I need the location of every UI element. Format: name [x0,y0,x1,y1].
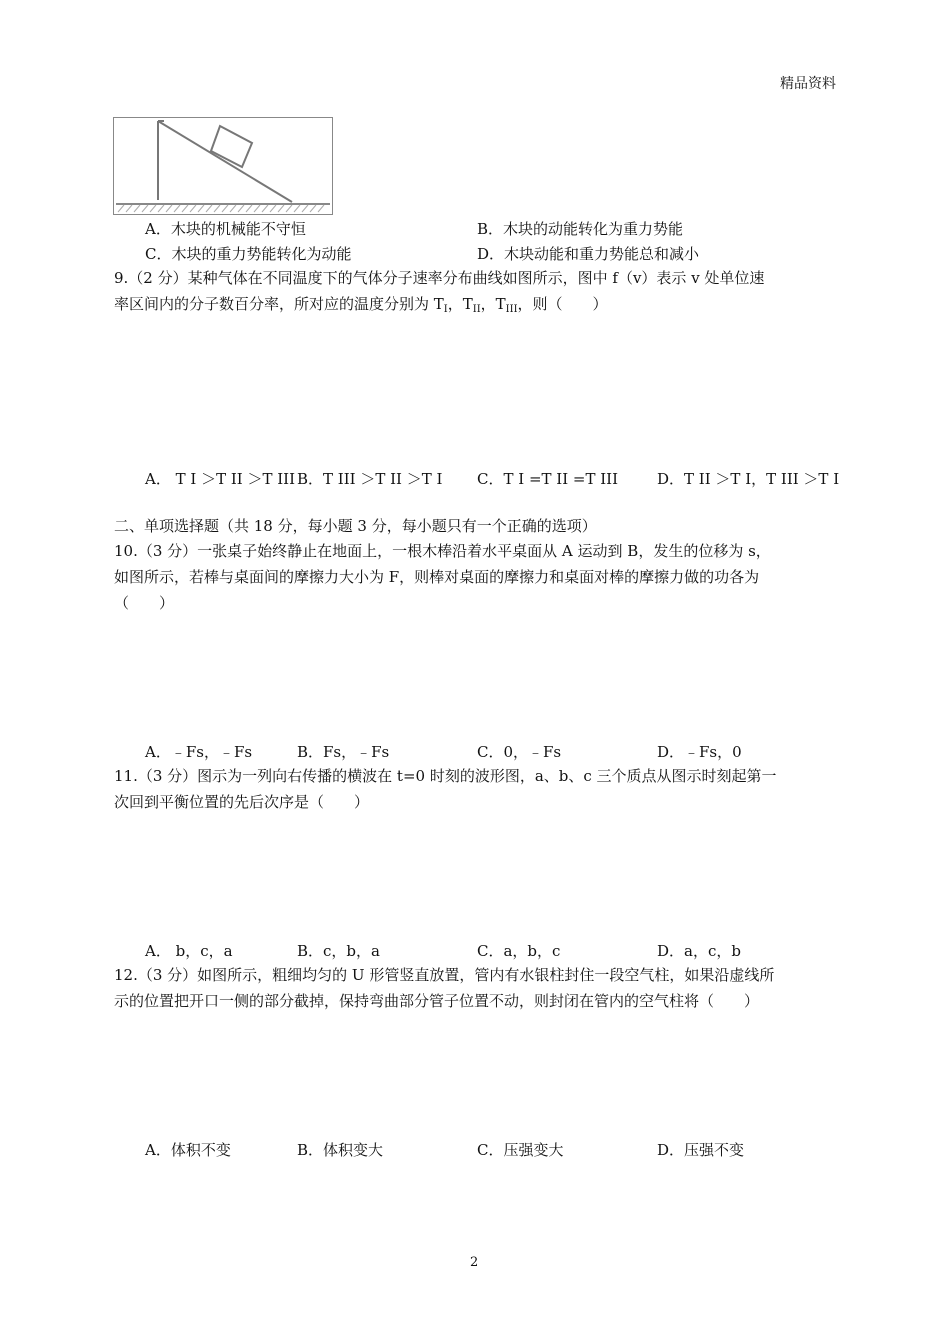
q9-option-b: B．T III ＞T II ＞T I [297,470,443,488]
q10-option-a: A．﹣Fs，﹣Fs [145,743,253,761]
q12-option-c: C．压强变大 [477,1141,564,1159]
q8-option-c: C．木块的重力势能转化为动能 [145,245,352,263]
q12-option-b: B．体积变大 [297,1141,384,1159]
q11-option-a: A． b，c，a [145,942,233,960]
q10-stem-line2: 如图所示，若棒与桌面间的摩擦力大小为 F，则棒对桌面的摩擦力和桌面对棒的摩擦力做的功各为 [114,568,760,586]
q9-stem-line1: 9.（2 分）某种气体在不同温度下的气体分子速率分布曲线如图所示，图中 f（v）表示 v 处单位速 [114,269,765,287]
q9-stem-line2: 率区间内的分子数百分率，所对应的温度分别为 $T_I$，$T_{II}$，$T_{III}$，则（ ） [114,295,608,315]
q11-stem-line2: 次回到平衡位置的先后次序是（ ） [114,793,370,811]
q10-stem-line1: 10.（3 分）一张桌子始终静止在地面上，一根木棒沿着水平桌面从 A 运动到 B，发生的位移为 s， [114,542,771,560]
q11-stem-line1: 11.（3 分）图示为一列向右传播的横波在 t=0 时刻的波形图，a、b、c 三个质点从图示时刻起第一 [114,767,777,785]
ground-hatching [118,205,324,212]
q12-option-a: A．体积不变 [145,1141,231,1159]
incline-block-figure [113,117,333,215]
incline-slope [158,121,292,202]
incline-diagram [114,118,332,214]
q8-option-d: D．木块动能和重力势能总和减小 [477,245,700,263]
q12-stem-line2: 示的位置把开口一侧的部分截掉，保持弯曲部分管子位置不动，则封闭在管内的空气柱将（ ） [114,992,760,1010]
q10-option-d: D．﹣Fs，0 [657,743,742,761]
q8-option-a: A．木块的机械能不守恒 [145,220,306,238]
q9-option-c: C．T I =T II =T III [477,470,619,488]
section-heading: 二、单项选择题（共 18 分，每小题 3 分，每小题只有一个正确的选项） [114,517,597,535]
q10-option-b: B．Fs，﹣Fs [297,743,390,761]
q9-option-a: A． T I ＞T II ＞T III [145,470,296,488]
page-header-label: 精品资料 [780,76,836,92]
wooden-block [211,126,252,167]
q9-option-d: D．T II ＞T I，T III ＞T I [657,470,840,488]
q12-stem-line1: 12.（3 分）如图所示，粗细均匀的 U 形管竖直放置，管内有水银柱封住一段空气柱，如果沿虚线所 [114,966,775,984]
q8-option-b: B．木块的动能转化为重力势能 [477,220,684,238]
q12-option-d: D．压强不变 [657,1141,745,1159]
q10-stem-line3: （ ） [114,594,175,612]
q11-option-c: C．a，b，c [477,942,561,960]
q11-option-b: B．c，b，a [297,942,380,960]
page-number: 2 [470,1255,479,1270]
q11-option-d: D．a，c，b [657,942,741,960]
q10-option-c: C．0，﹣Fs [477,743,562,761]
